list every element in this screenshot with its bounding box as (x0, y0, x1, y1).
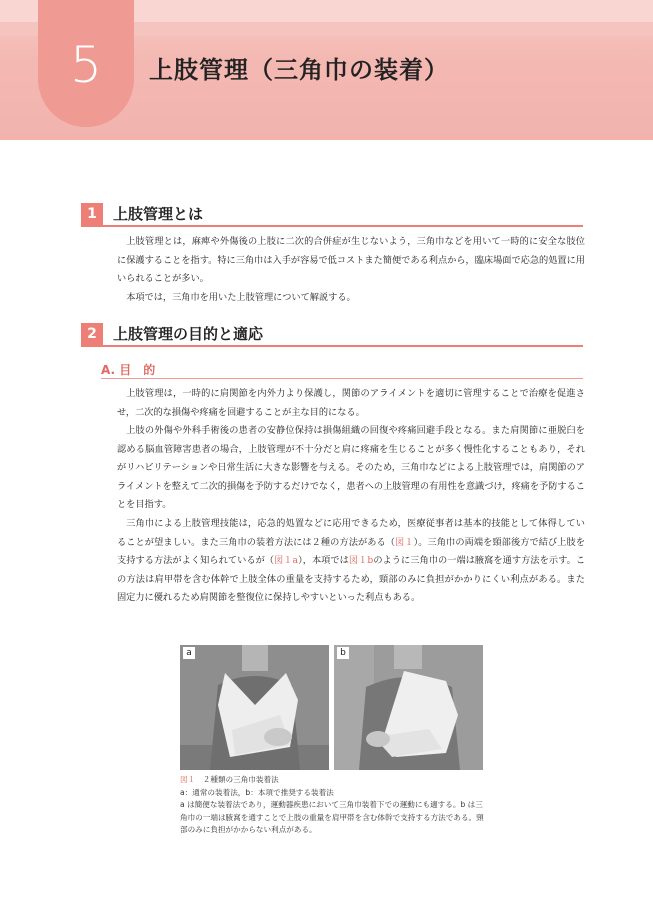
subsection-rule (101, 378, 583, 379)
section-number: 1 (81, 203, 103, 225)
photo-b-illustration (334, 645, 483, 770)
figure-caption-title (180, 774, 485, 787)
photo-a-illustration (180, 645, 329, 770)
figure-reference[interactable]: 図１b (348, 555, 374, 567)
section-2-heading (81, 323, 583, 345)
figure-caption-line: a は簡便な装着法であり，運動器疾患において三角巾装着下での運動にも適する。b は三角巾の一端は腋窩を通すことで上肢の重量を肩甲帯を含む体幹で支持する方法である。頸部のみに負担がかからない利点がある。 (180, 800, 484, 834)
subsection-title: A. 目 的 (101, 363, 156, 377)
section-title: 上肢管理の目的と適応 (113, 325, 264, 343)
chapter-title: 上肢管理（三角巾の装着） (149, 56, 449, 84)
section-title: 上肢管理とは (113, 205, 204, 223)
paragraph-text: 三角巾による上肢管理技能は，応急的処置などに応用できるため，医療従事者は基本的技能として体得していることが望ましい。また三角巾の装着方法には２種の方法がある（ (117, 518, 585, 548)
figure-label: 図１ (180, 775, 196, 784)
chapter-banner (0, 0, 653, 140)
section-2-paragraph (117, 515, 585, 608)
chapter-number-tab (38, 0, 134, 127)
section-number: 2 (81, 323, 103, 345)
section-1-paragraph: 上肢管理とは，麻痺や外傷後の上肢に二次的合併症が生じないよう，三角巾などを用いて一時的に安全な肢位に保護することを指す。特に三角巾は入手が容易で低コストまた簡便である利点から，臨床場面で応急的処置に用いられることが多い。 (117, 236, 585, 285)
section-1-paragraph: 本項では，三角巾を用いた上肢管理について解説する。 (126, 292, 356, 303)
section-rule (81, 345, 583, 347)
section-2-paragraph: 上肢の外傷や外科手術後の患者の安静位保持は損傷組織の回復や疼痛回避手段となる。また肩関節に亜脱臼を認める脳血管障害患者の場合，上肢管理が不十分だと肩に疼痛を生じることが多く慢性化することもあり，それがリハビリテーションや日常生活に大きな影響を与える。そのため，三角巾などによる上肢管理では，肩関節のアライメントを整えて二次的損傷を予防するだけでなく，患者への上肢管理の有用性を意識づけ，疼痛を予防することを目指す。 (117, 425, 585, 511)
figure-reference[interactable]: 図１ (395, 536, 414, 548)
subsection-a-heading (101, 361, 583, 379)
paragraph-text: のように三角巾の一端は腋窩を通す方法を示す。この方法は肩甲帯を含む体幹で上肢全体の重量を支持するため，頸部のみに負担がかかりにくい利点がある。また固定力に優れるため肩関節を整復位に保持しやすいといった利点もある。 (117, 555, 586, 604)
figure-title: ２種類の三角巾装着法 (202, 775, 279, 784)
chapter-number: 5 (70, 36, 102, 94)
photo-label: b (337, 647, 349, 659)
paragraph-text: ），本項では (298, 555, 349, 567)
figure-photo-b (334, 645, 483, 770)
figure-reference[interactable]: 図１a (274, 555, 299, 567)
section-rule (81, 225, 583, 227)
figure-photo-a (180, 645, 329, 770)
figure-caption-line: a：通常の装着法，b：本項で推奨する装着法 (180, 788, 334, 797)
section-2-paragraph: 上肢管理は，一時的に肩関節を内外力より保護し，関節のアライメントを適切に管理することで治療を促進させ，二次的な損傷や疼痛を回避することが主な目的になる。 (117, 388, 585, 418)
section-1-heading (81, 203, 583, 225)
photo-label: a (183, 647, 195, 659)
paragraph-text: ）。三角巾の両端を頸部後方で結び上肢を支持する方法がよく知られているが（ (117, 536, 586, 567)
